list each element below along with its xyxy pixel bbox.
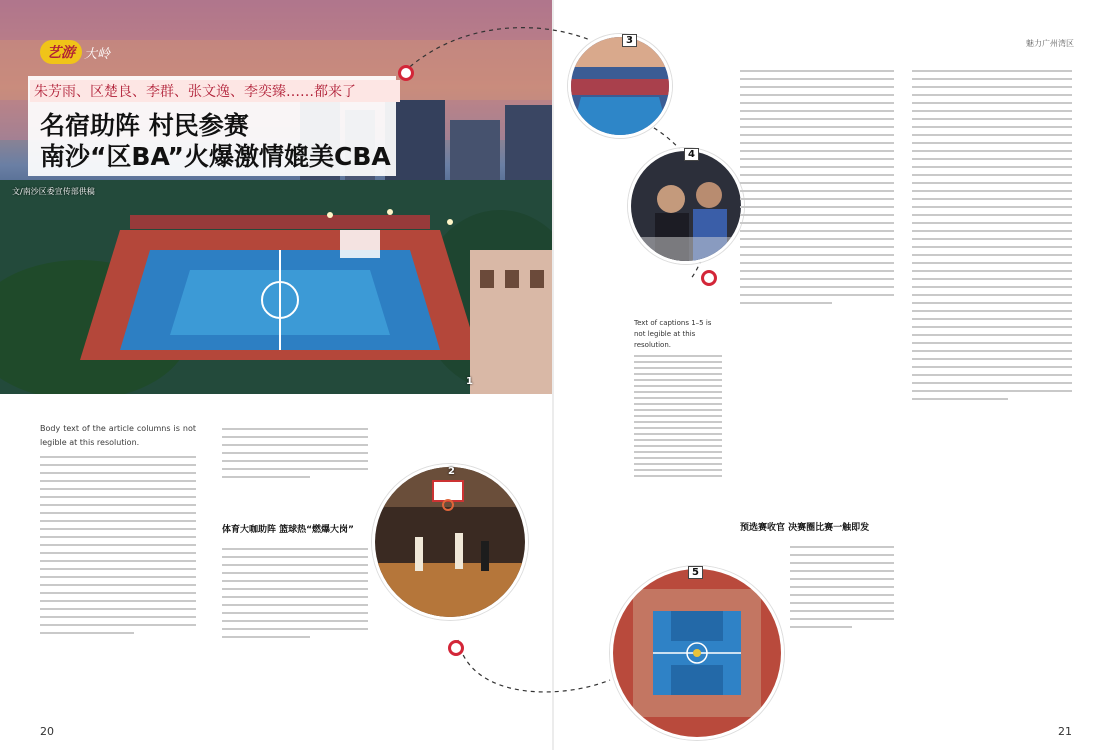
byline: 文/南沙区委宣传部供稿 (12, 187, 95, 196)
section-tag-rest: 大岭 (84, 46, 111, 62)
photo-5-illustration (613, 569, 781, 737)
body-column-3-top (740, 64, 894, 504)
caption-note: Text of captions 1–5 is not legible at this resolution. (634, 319, 712, 349)
circle-photo-4 (628, 148, 744, 264)
folio-right: 21 (1058, 725, 1072, 738)
running-head: 魅力广州湾区 (1026, 39, 1074, 48)
photo-number-1: 1 (466, 376, 473, 387)
body-column-1 (40, 422, 196, 702)
decor-dot (398, 65, 414, 81)
headline-line-1: 名宿助阵 村民参赛 (40, 111, 249, 140)
photo-number-3: 3 (622, 34, 637, 47)
photo-3-illustration (571, 37, 669, 135)
photo-number-4: 4 (684, 148, 699, 161)
body-note: Body text of the article columns is not legible at this resolution. (40, 424, 196, 447)
subhead-left: 体育大咖助阵 篮球热“燃爆大岗” (222, 525, 354, 535)
intro-line: 朱芳雨、区楚良、李群、张文逸、李奕臻……都来了 (30, 80, 400, 102)
photo-number-5: 5 (688, 566, 703, 579)
body-column-4 (912, 64, 1072, 706)
headline-line-2: 南沙“区BA”火爆激情媲美CBA (40, 142, 391, 171)
decor-dot (701, 270, 717, 286)
circle-photo-2 (372, 464, 528, 620)
section-tag-label: 艺游 (40, 40, 82, 64)
body-column-2-top (222, 422, 368, 514)
circle-photo-3 (568, 34, 672, 138)
decor-dot (448, 640, 464, 656)
body-column-3-bottom (790, 540, 894, 706)
subhead-right: 预选赛收官 决赛圈比赛一触即发 (740, 523, 870, 533)
circle-photo-5 (610, 566, 784, 740)
photo-captions (634, 318, 722, 481)
photo-2-illustration (375, 467, 525, 617)
folio-left: 20 (40, 725, 54, 738)
body-column-2-bottom (222, 542, 368, 702)
photo-number-2: 2 (448, 466, 455, 477)
photo-4-illustration (631, 151, 741, 261)
